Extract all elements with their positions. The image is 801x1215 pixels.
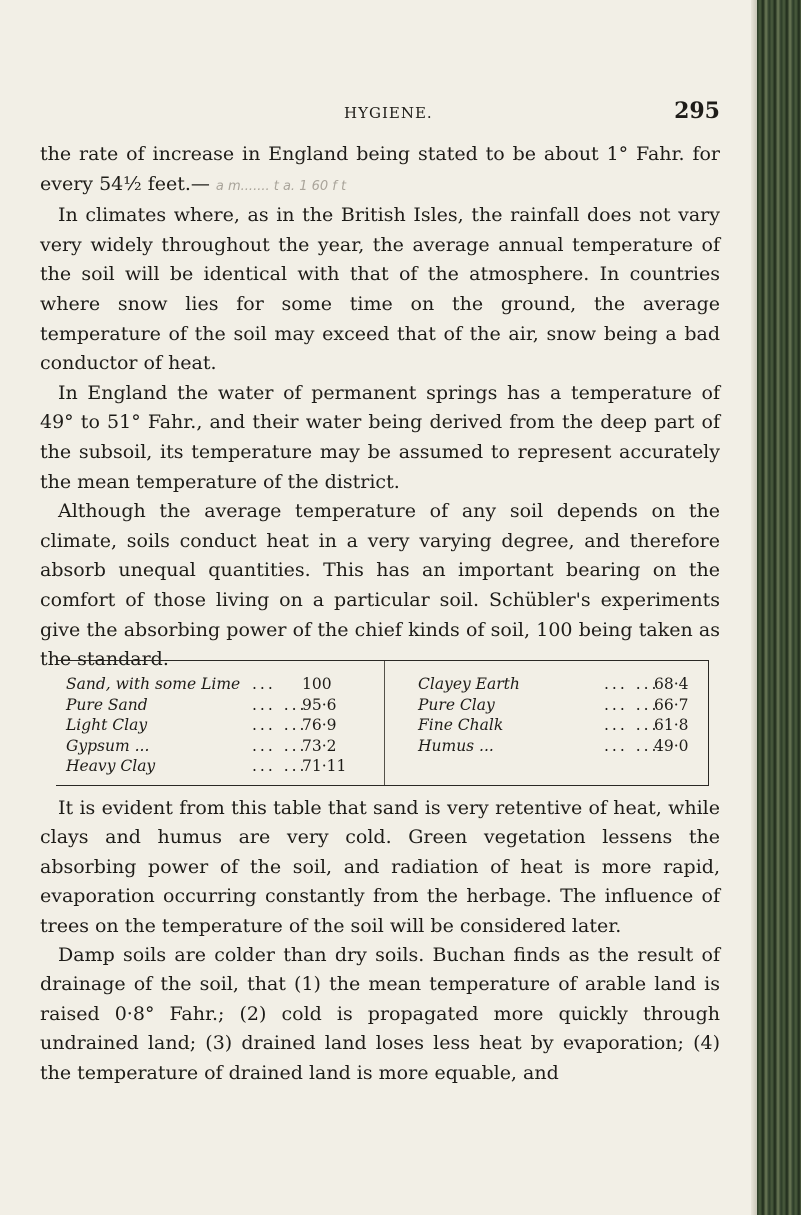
page-header	[40, 98, 720, 130]
paragraph: In climates where, as in the British Isles, the rainfall does not vary very widely throughout the year, the average annual temperature of the soil will be identical with that of the atmosphere. In countries where snow lies for some time on the ground, the average temperature of the soil may exceed that of the air, snow being a bad conductor of heat.	[40, 204, 720, 375]
book-binding	[757, 0, 801, 1215]
paragraph: Damp soils are colder than dry soils. Buchan finds as the result of drainage of the soil, that (1) the mean temperature of arable land is raised 0·8° Fahr.; (2) cold is propagated more quickly through undrained land; (3) drained land loses less heat by evaporation; (4) the temperature of drained land is more equable, and	[40, 944, 720, 1084]
absorption-value: 100	[302, 675, 332, 693]
paragraph-text: the rate of increase in England being stated to be about 1° Fahr. for every 54½ feet.—	[40, 143, 720, 195]
pencil-annotation: a m....... t a. 1 60 f t	[215, 178, 347, 194]
table-row	[418, 737, 718, 758]
table-row	[418, 675, 718, 696]
absorption-value: 49·0	[654, 736, 689, 755]
soil-absorption-table	[56, 660, 709, 786]
leader-dots: ... ...	[252, 757, 308, 775]
leader-dots: ... ...	[604, 675, 660, 693]
table-column-left	[66, 675, 366, 778]
leader-dots: ... ...	[604, 695, 660, 714]
absorption-value: 73·2	[302, 736, 337, 755]
soil-name: Clayey Earth	[418, 675, 520, 693]
soil-name: Gypsum ...	[66, 736, 150, 755]
table-row	[418, 696, 718, 717]
table-row	[66, 757, 366, 778]
table-row	[66, 675, 366, 696]
page-number: 295	[674, 98, 720, 124]
table-row	[418, 716, 718, 737]
absorption-value: 66·7	[654, 695, 689, 714]
soil-name: Light Clay	[66, 716, 148, 734]
leader-dots: ... ...	[252, 716, 308, 734]
table-row	[66, 737, 366, 758]
absorption-value: 68·4	[654, 675, 689, 693]
soil-name: Sand, with some Lime	[66, 675, 241, 693]
soil-name: Pure Clay	[418, 695, 495, 714]
soil-name: Humus ...	[418, 736, 494, 755]
table-row	[66, 716, 366, 737]
body-text-bottom	[40, 794, 720, 1088]
soil-name: Pure Sand	[66, 695, 148, 714]
absorption-value: 76·9	[302, 716, 337, 734]
leader-dots: ... ...	[252, 695, 308, 714]
leader-dots: ...	[252, 675, 276, 693]
table-column-divider	[384, 661, 385, 785]
paragraph: It is evident from this table that sand is very retentive of heat, while clays and humus are very cold. Green vegetation lessens the absorbing power of the soil, and radiation of heat is more rapid, evaporation occurring constantly from the herbage. The influence of trees on the temperature of the soil will be considered later.	[40, 797, 720, 937]
table-column-right	[418, 675, 718, 757]
soil-name: Fine Chalk	[418, 716, 504, 734]
soil-name: Heavy Clay	[66, 757, 156, 775]
leader-dots: ... ...	[604, 736, 660, 755]
absorption-value: 61·8	[654, 716, 689, 734]
paragraph: Although the average temperature of any soil depends on the climate, soils conduct heat in a very varying degree, and therefore absorb unequal quantities. This has an important bearing on the comfort of those living on a particular soil. Schübler's experiments give the absorbing power of the chief kinds of soil, 100 being taken as the standard.	[40, 500, 720, 671]
absorption-value: 71·11	[302, 757, 347, 775]
table-row	[66, 696, 366, 717]
absorption-value: 95·6	[302, 695, 337, 714]
running-head: HYGIENE.	[344, 104, 433, 122]
leader-dots: ... ...	[604, 716, 660, 734]
leader-dots: ... ...	[252, 736, 308, 755]
paragraph	[40, 140, 720, 201]
body-text-top	[40, 140, 720, 675]
paragraph: In England the water of permanent springs has a temperature of 49° to 51° Fahr., and their water being derived from the deep part of the subsoil, its temperature may be assumed to represent accurately the mean temperature of the district.	[40, 381, 720, 493]
